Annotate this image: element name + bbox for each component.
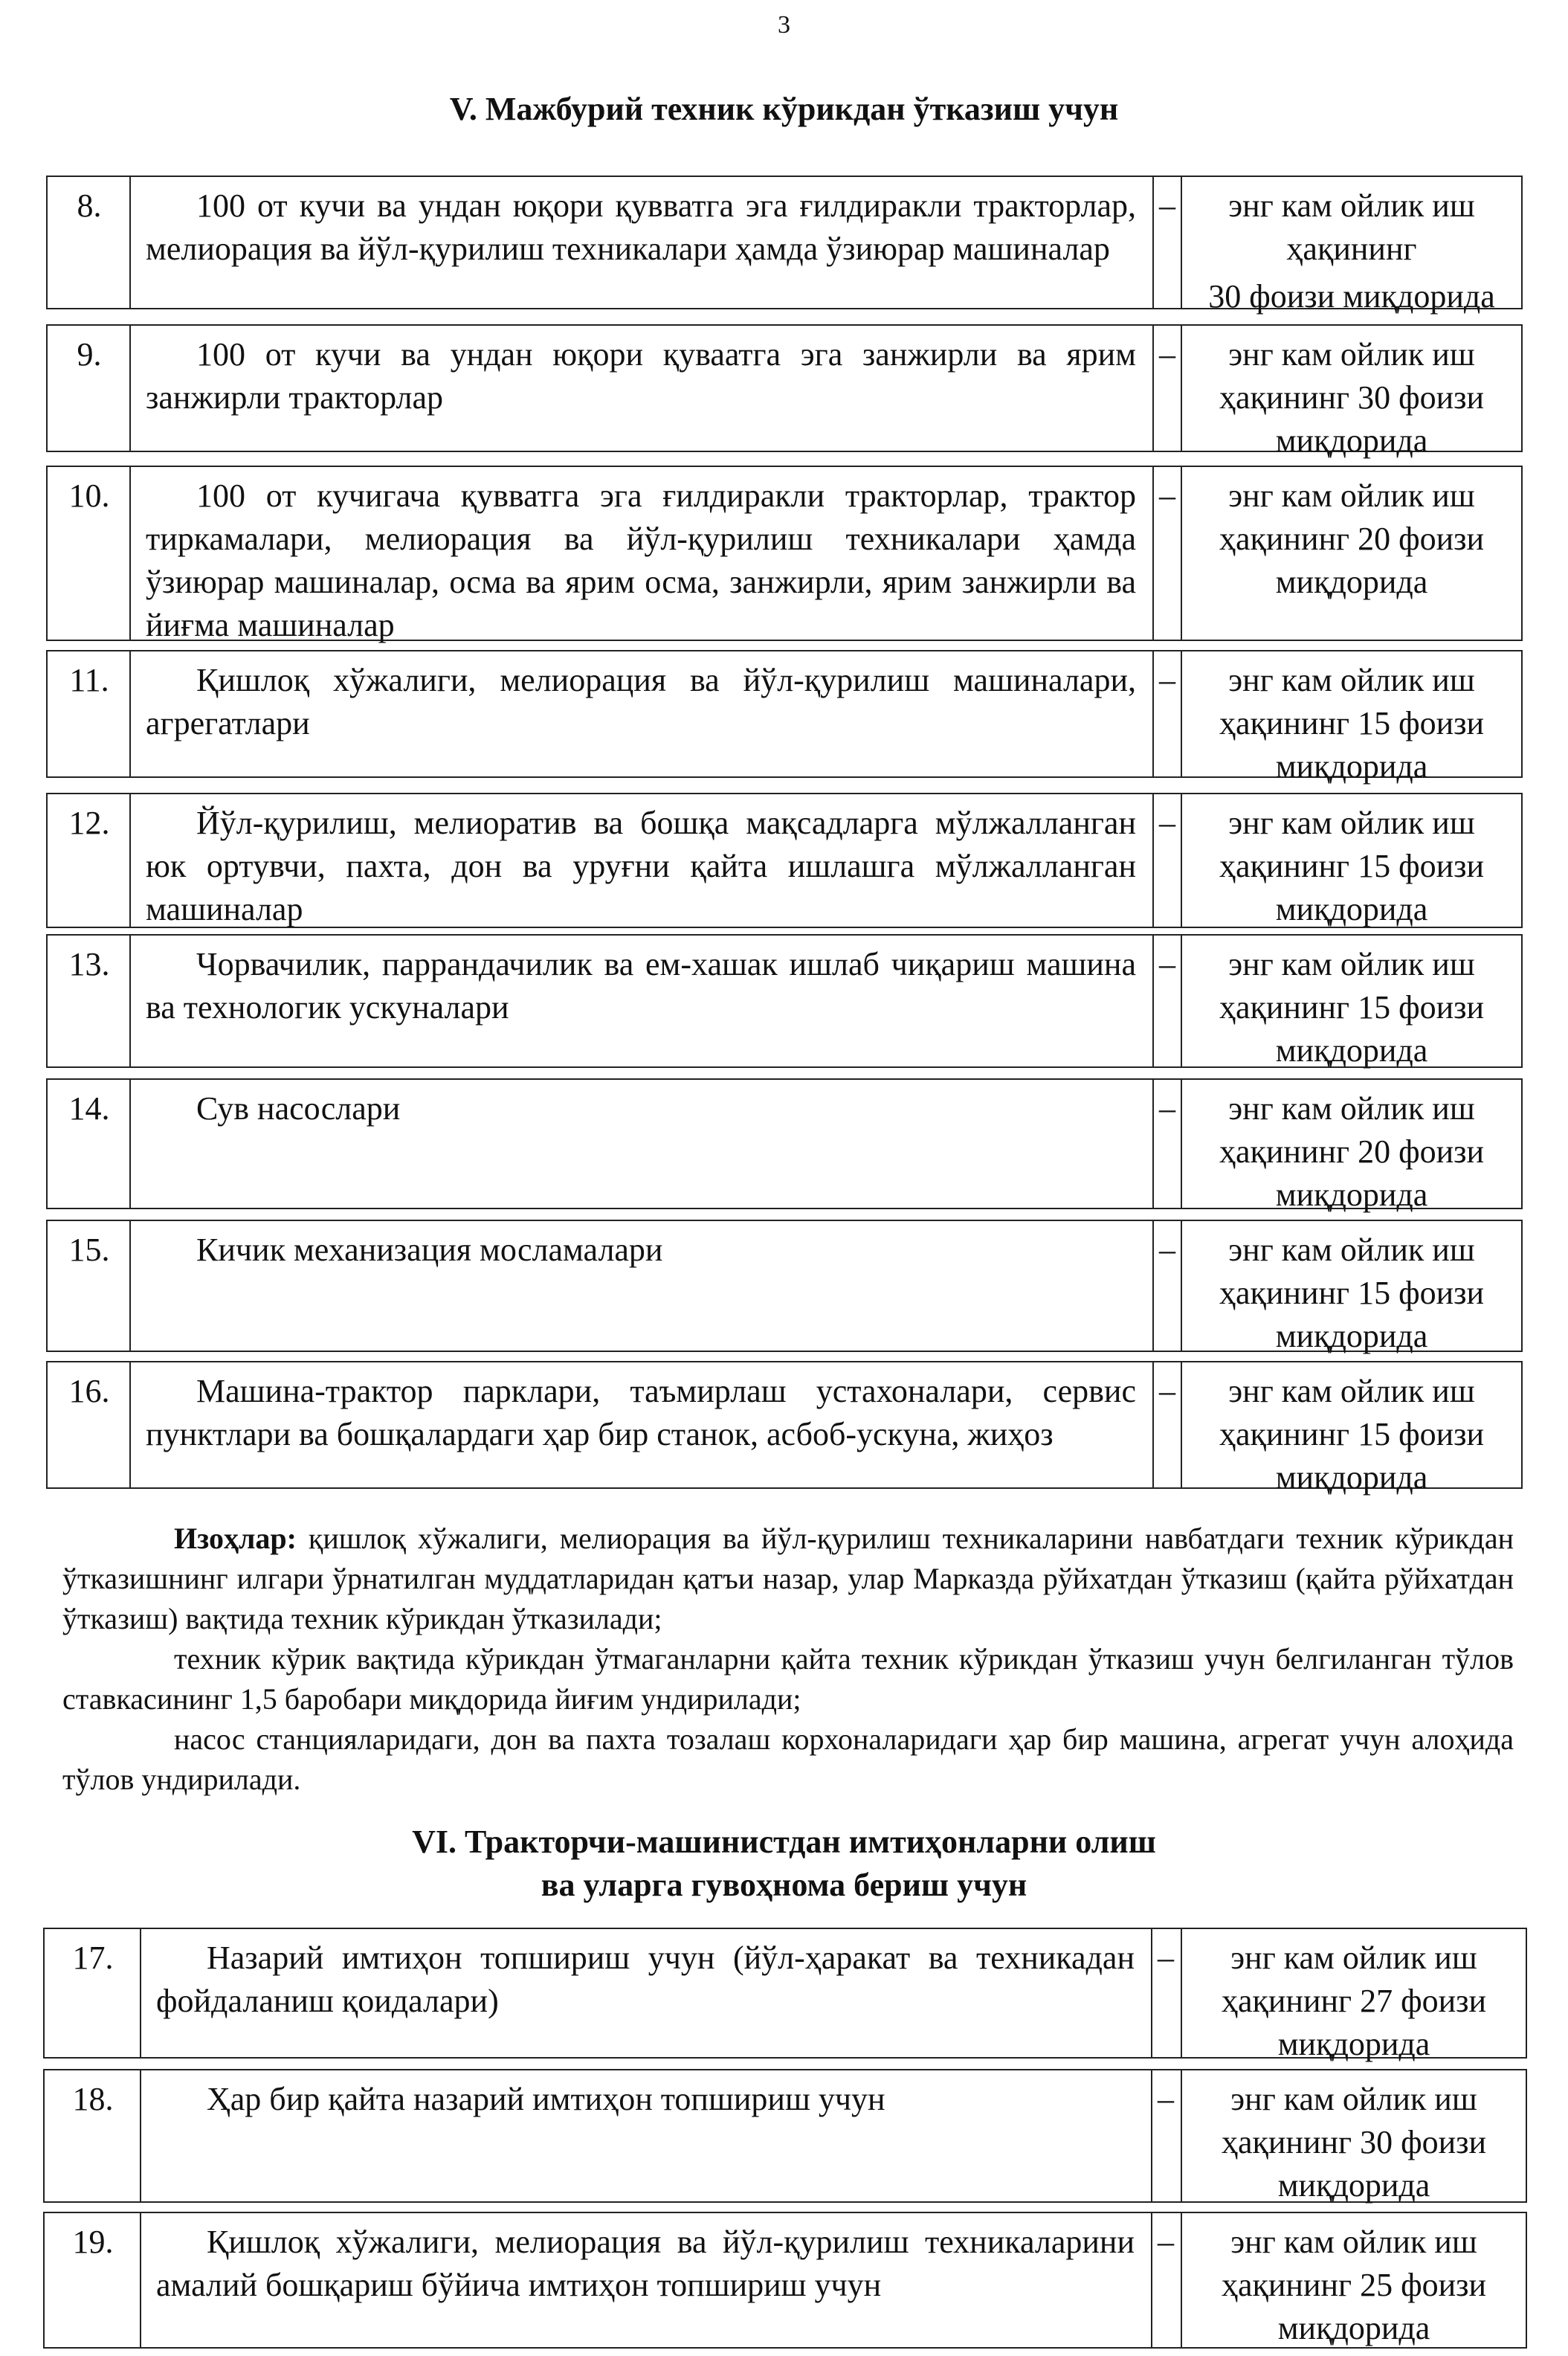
fee-line: энг кам ойлик иш — [1228, 805, 1475, 841]
row-fee — [1182, 474, 1521, 604]
row-fee — [1182, 333, 1521, 463]
row-description: Кичик механизация мосламалари — [196, 1232, 663, 1268]
fee-line: миқдорида — [1277, 2310, 1430, 2346]
row-fee — [1182, 943, 1521, 1072]
fee-line: ҳақининг 27 фоизи — [1221, 1983, 1487, 2019]
notes-paragraph — [62, 1519, 1514, 1639]
section-6-title — [0, 1821, 1568, 1907]
fee-line: миқдорида — [1275, 1318, 1428, 1354]
row-dash: – — [1159, 336, 1175, 373]
fee-line: миқдорида — [1275, 891, 1428, 927]
fee-line: ҳақининг 15 фоизи — [1219, 705, 1485, 741]
row-number: 13. — [68, 946, 110, 982]
row-number: 17. — [72, 1940, 114, 1976]
fee-line: энг кам ойлик иш — [1230, 2224, 1477, 2260]
row-description: 100 от кучигача қувватга эга ғилдиракли тракторлар, трактор тиркамалари, мелиорация ва йўл-қурилиш техникалари ҳамда ўзиюрар машиналар, осма ва ярим осма, занжирли, ярим занжирли ва йиғма машиналар — [146, 477, 1136, 643]
table-row — [46, 1220, 1523, 1352]
row-number: 19. — [72, 2224, 114, 2260]
row-number: 14. — [68, 1090, 110, 1127]
row-description: Назарий имтиҳон топшириш учун (йўл-ҳаракат ва техникадан фойдаланиш қоидалари) — [156, 1940, 1135, 2019]
row-dash: – — [1158, 2224, 1174, 2260]
row-dash: – — [1159, 1090, 1175, 1127]
notes-block — [62, 1519, 1514, 1800]
fee-line: энг кам ойлик иш — [1228, 946, 1475, 982]
row-fee — [1182, 2078, 1526, 2207]
row-description: Қишлоқ хўжалиги, мелиорация ва йўл-қурилиш машиналари, агрегатлари — [146, 662, 1136, 741]
row-dash: – — [1159, 805, 1175, 841]
row-number: 10. — [68, 477, 110, 514]
row-fee — [1182, 1937, 1526, 2066]
row-dash: – — [1158, 2081, 1174, 2117]
row-description: Чорвачилик, паррандачилик ва ем-хашак ишлаб чиқариш машина ва технологик ускуналари — [146, 946, 1136, 1026]
fee-line: энг кам ойлик иш — [1228, 1232, 1475, 1268]
fee-line: ҳақининг 25 фоизи — [1221, 2267, 1487, 2303]
fee-line: энг кам ойлик иш — [1228, 187, 1475, 224]
section-5-title: V. Мажбурий техник кўрикдан ўтказиш учун — [449, 91, 1119, 127]
section-6-title-line: ва уларга гувоҳнома бериш учун — [541, 1867, 1027, 1903]
fee-line: ҳақининг 30 фоизи — [1219, 379, 1485, 416]
row-dash: – — [1159, 1373, 1175, 1409]
row-description: Қишлоқ хўжалиги, мелиорация ва йўл-қурилиш техникаларини амалий бошқариш бўйича имтиҳон топшириш учун — [156, 2224, 1135, 2303]
table-row — [46, 466, 1523, 641]
table-row — [43, 2069, 1527, 2203]
row-fee — [1182, 1370, 1521, 1499]
fee-line: миқдорида — [1275, 1177, 1428, 1213]
row-description: 100 от кучи ва ундан юқори қувватга эга ғилдиракли тракторлар, мелиорация ва йўл-қурилиш техникалари ҳамда ўзиюрар машиналар — [146, 187, 1136, 267]
fee-line: миқдорида — [1275, 1459, 1428, 1496]
row-description: Ҳар бир қайта назарий имтиҳон топшириш учун — [207, 2081, 885, 2117]
fee-line: миқдорида — [1277, 2167, 1430, 2204]
row-number: 11. — [69, 662, 109, 698]
table-row — [46, 793, 1523, 928]
notes-paragraph: насос станцияларидаги, дон ва пахта тозалаш корхоналаридаги ҳар бир машина, агрегат учун алоҳида тўлов ундирилади. — [62, 1722, 1514, 1796]
row-fee — [1182, 659, 1521, 788]
table-row — [46, 1361, 1523, 1496]
notes-paragraph: техник кўрик вақтида кўрикдан ўтмаганларни қайта техник кўрикдан ўтказиш учун белгиланган тўлов ставкасининг 1,5 баробари миқдорида йиғим ундирилади; — [62, 1642, 1514, 1716]
row-dash: – — [1159, 187, 1175, 224]
fee-line: миқдорида — [1275, 1032, 1428, 1069]
row-description: Йўл-қурилиш, мелиоратив ва бошқа мақсадларга мўлжалланган юк ортувчи, пахта, дон ва уруғни қайта ишлашга мўлжалланган машиналар — [146, 805, 1136, 927]
row-number: 12. — [68, 805, 110, 841]
fee-line: энг кам ойлик иш — [1228, 477, 1475, 514]
fee-line: миқдорида — [1275, 748, 1428, 785]
fee-line: энг кам ойлик иш — [1230, 2081, 1477, 2117]
row-number: 8. — [77, 187, 102, 224]
fee-line: ҳақининг 15 фоизи — [1219, 1416, 1485, 1452]
row-fee — [1182, 1229, 1521, 1358]
fee-line: миқдорида — [1275, 564, 1428, 600]
row-fee — [1182, 1087, 1521, 1217]
row-number: 18. — [72, 2081, 114, 2117]
fee-line: ҳақининг 15 фоизи — [1219, 1275, 1485, 1311]
fee-line: ҳақининг 15 фоизи — [1219, 848, 1485, 884]
row-number: 15. — [68, 1232, 110, 1268]
row-fee — [1182, 2221, 1526, 2350]
fee-line: ҳақининг 20 фоизи — [1219, 1133, 1485, 1170]
row-fee — [1182, 184, 1521, 318]
fee-line: энг кам ойлик иш — [1228, 336, 1475, 373]
table-row — [46, 650, 1523, 785]
row-fee — [1182, 802, 1521, 931]
fee-line: миқдорида — [1275, 422, 1428, 459]
table-row — [43, 2212, 1527, 2349]
notes-label: Изоҳлар: — [174, 1522, 297, 1555]
row-description: Сув насослари — [196, 1090, 401, 1127]
table-row — [46, 176, 1523, 315]
fee-line: ҳақининг — [1286, 231, 1417, 267]
row-dash: – — [1158, 1940, 1174, 1976]
row-dash: – — [1159, 946, 1175, 982]
row-dash: – — [1159, 477, 1175, 514]
table-row — [46, 934, 1523, 1068]
fee-line: ҳақининг 30 фоизи — [1221, 2124, 1487, 2160]
fee-line: энг кам ойлик иш — [1228, 1373, 1475, 1409]
fee-line: энг кам ойлик иш — [1228, 662, 1475, 698]
row-description: 100 от кучи ва ундан юқори қуваатга эга занжирли ва ярим занжирли тракторлар — [146, 336, 1136, 416]
fee-line: ҳақининг 15 фоизи — [1219, 989, 1485, 1026]
row-number: 9. — [77, 336, 102, 373]
section-6-title-line: VI. Тракторчи-машинистдан имтиҳонларни олиш — [412, 1824, 1156, 1860]
fee-line: энг кам ойлик иш — [1230, 1940, 1477, 1976]
row-description: Машина-трактор парклари, таъмирлаш устахоналари, сервис пунктлари ва бошқалардаги ҳар бир станок, асбоб-ускуна, жиҳоз — [146, 1373, 1136, 1452]
fee-line: 30 фоизи миқдорида — [1208, 278, 1495, 315]
row-number: 16. — [68, 1373, 110, 1409]
fee-line: миқдорида — [1277, 2026, 1430, 2062]
table-row — [46, 1078, 1523, 1213]
page-number: 3 — [778, 11, 790, 39]
notes-text: қишлоқ хўжалиги, мелиорация ва йўл-қурилиш техникаларини навбатдаги техник кўрикдан ўтказишнинг илгари ўрнатилган муддатларидан қатъи назар, улар Марказда рўйхатдан ўтказиш (қайта рўйхатдан ўтказиш) вақтида техник кўрикдан ўтказилади; — [62, 1522, 1514, 1635]
fee-line: энг кам ойлик иш — [1228, 1090, 1475, 1127]
row-dash: – — [1159, 662, 1175, 698]
table-row — [46, 324, 1523, 459]
table-row — [43, 1928, 1527, 2062]
fee-line: ҳақининг 20 фоизи — [1219, 521, 1485, 557]
row-dash: – — [1159, 1232, 1175, 1268]
